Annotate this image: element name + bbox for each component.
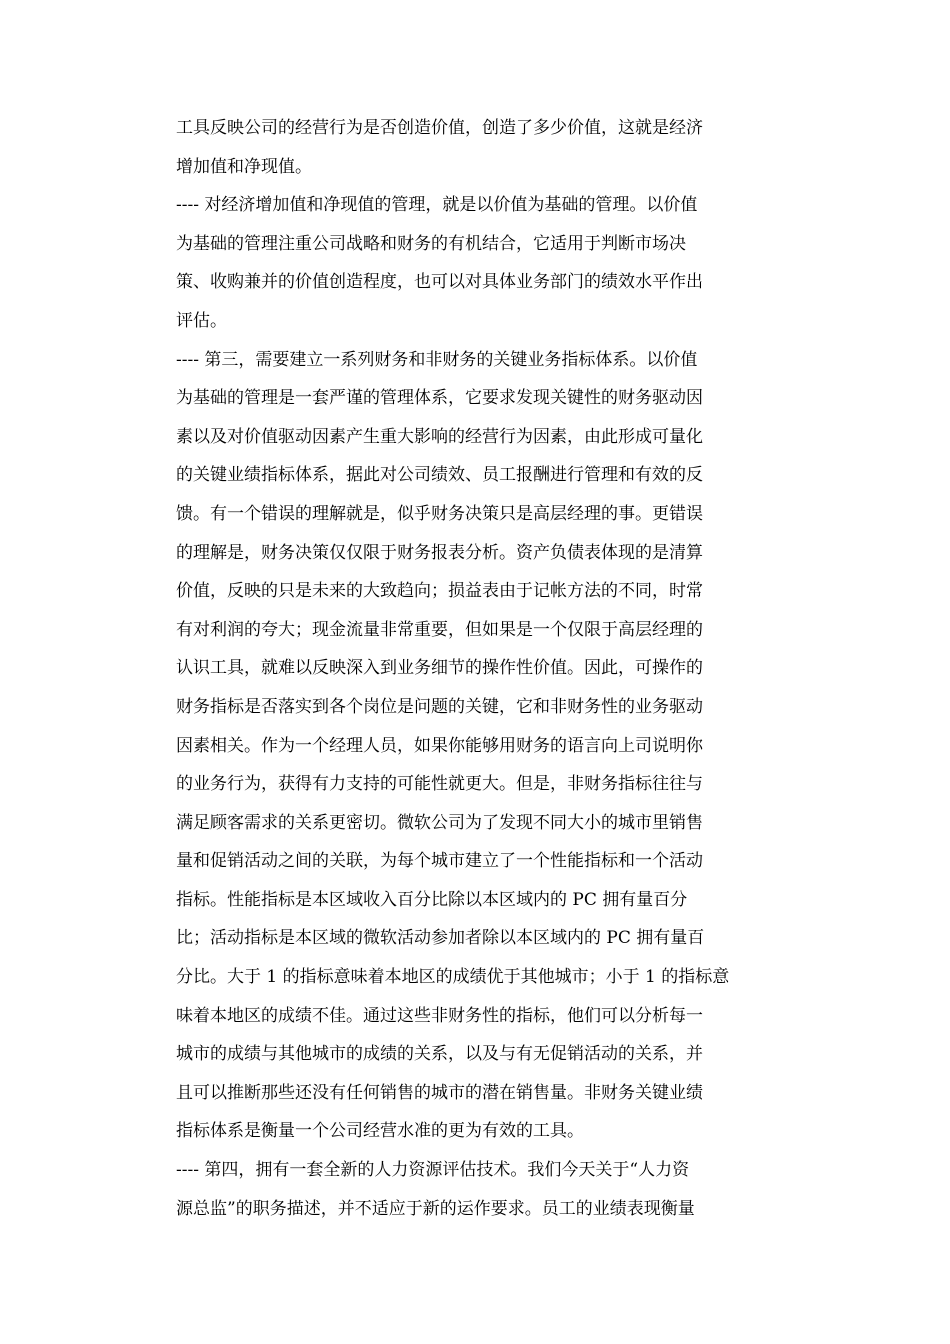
text-line: 因素相关。作为一个经理人员，如果你能够用财务的语言向上司说明你: [176, 735, 703, 756]
text-line: 指标体系是衡量一个公司经营水准的更为有效的工具。: [176, 1121, 584, 1142]
text-line: 的关键业绩指标体系，据此对公司绩效、员工报酬进行管理和有效的反: [176, 465, 703, 486]
text-line: ---- 第四，拥有一套全新的人力资源评估技术。我们今天关于“人力资: [176, 1160, 690, 1181]
text-line: 量和促销活动之间的关联，为每个城市建立了一个性能指标和一个活动: [176, 851, 703, 872]
text-line: 味着本地区的成绩不佳。通过这些非财务性的指标，他们可以分析每一: [176, 1005, 703, 1026]
text-line: 城市的成绩与其他城市的成绩的关系，以及与有无促销活动的关系，并: [176, 1044, 703, 1065]
text-line: 有对利润的夸大；现金流量非常重要，但如果是一个仅限于高层经理的: [176, 619, 703, 640]
text-line: 策、收购兼并的价值创造程度，也可以对具体业务部门的绩效水平作出: [176, 272, 703, 293]
text-line: ---- 第三，需要建立一系列财务和非财务的关键业务指标体系。以价值: [176, 349, 698, 370]
text-line: 评估。: [176, 310, 227, 331]
text-line: 为基础的管理是一套严谨的管理体系，它要求发现关键性的财务驱动因: [176, 388, 703, 409]
text-line: 分比。大于 1 的指标意味着本地区的成绩优于其他城市；小于 1 的指标意: [176, 967, 730, 988]
text-line: 满足顾客需求的关系更密切。微软公司为了发现不同大小的城市里销售: [176, 812, 703, 833]
text-line: 增加值和净现值。: [176, 156, 312, 177]
text-line: 工具反映公司的经营行为是否创造价值，创造了多少价值，这就是经济: [176, 118, 703, 138]
text-line: 比；活动指标是本区域的微软活动参加者除以本区域内的 PC 拥有量百: [176, 928, 705, 949]
text-line: 认识工具，就难以反映深入到业务细节的操作性价值。因此，可操作的: [176, 658, 703, 679]
text-line: 且可以推断那些还没有任何销售的城市的潜在销售量。非财务关键业绩: [176, 1082, 703, 1103]
text-line: 财务指标是否落实到各个岗位是问题的关键，它和非财务性的业务驱动: [176, 696, 703, 717]
text-line: 为基础的管理注重公司战略和财务的有机结合，它适用于判断市场决: [176, 233, 686, 254]
text-line: 源总监”的职务描述，并不适应于新的运作要求。员工的业绩表现衡量: [176, 1198, 695, 1219]
body-text: [176, 109, 736, 1228]
text-line: ---- 对经济增加值和净现值的管理，就是以价值为基础的管理。以价值: [176, 195, 698, 216]
text-line: 价值，反映的只是未来的大致趋向；损益表由于记帐方法的不同，时常: [176, 581, 703, 602]
text-line: 的业务行为，获得有力支持的可能性就更大。但是，非财务指标往往与: [176, 774, 703, 795]
text-line: 馈。有一个错误的理解就是，似乎财务决策只是高层经理的事。更错误: [176, 503, 703, 524]
text-line: 的理解是，财务决策仅仅限于财务报表分析。资产负债表体现的是清算: [176, 542, 703, 563]
text-line: 素以及对价值驱动因素产生重大影响的经营行为因素，由此形成可量化: [176, 426, 703, 447]
text-line: 指标。性能指标是本区域收入百分比除以本区域内的 PC 拥有量百分: [176, 889, 688, 910]
